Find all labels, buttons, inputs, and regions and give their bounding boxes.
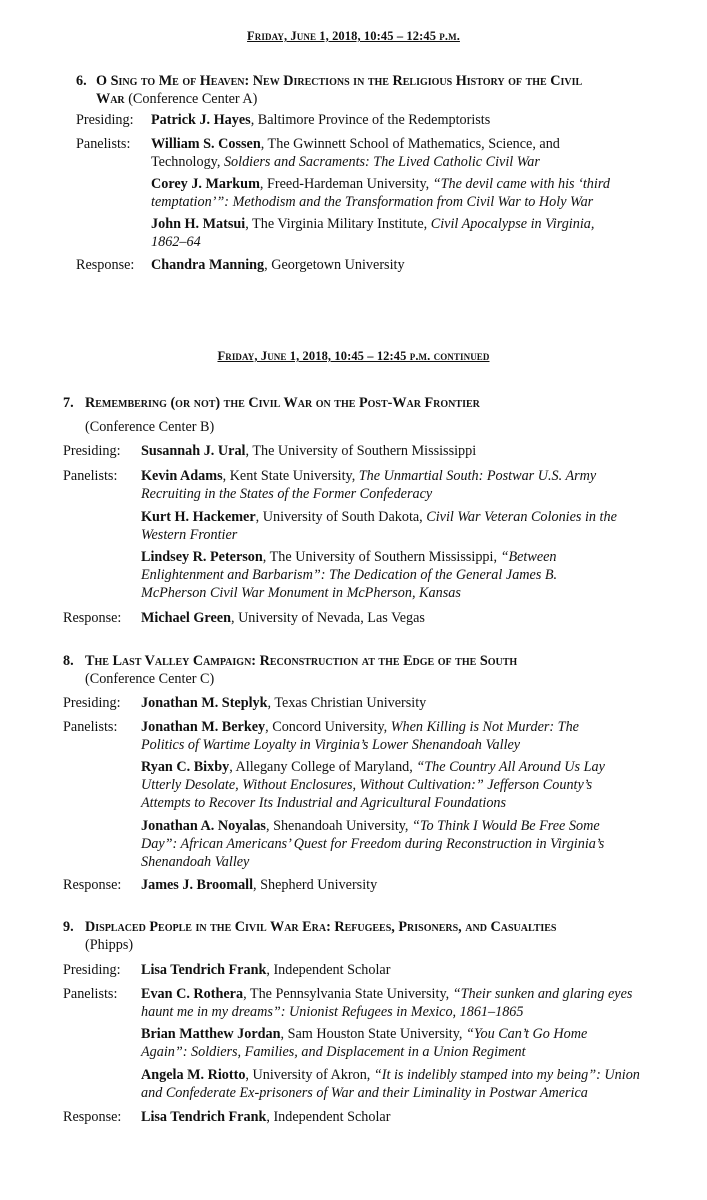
- response-label: Response:: [63, 610, 122, 626]
- paper-title: “Their sunken and glaring eyes haunt me in my dreams”: Unionist Refugees in Mexico, 1861–1865: [141, 986, 633, 1020]
- affiliation: , The Pennsylvania State University,: [243, 986, 453, 1002]
- affiliation: , Independent Scholar: [266, 1109, 391, 1125]
- person-name: Brian Matthew Jordan: [141, 1026, 281, 1042]
- affiliation: , The Gwinnett School of Mathematics, Science, and Technology,: [151, 136, 560, 170]
- person-name: Patrick J. Hayes: [151, 112, 251, 128]
- panelist-entry: [141, 758, 636, 812]
- person-name: James J. Broomall: [141, 877, 254, 893]
- affiliation: , Kent State University,: [222, 468, 359, 484]
- affiliation: , Independent Scholar: [266, 962, 391, 978]
- session-title-line: O Sing to Me of Heaven: New Directions in the Religious History of the Civil: [96, 73, 583, 89]
- affiliation: , The Virginia Military Institute,: [245, 216, 431, 232]
- panelists-label: Panelists:: [76, 136, 131, 152]
- person-name: Jonathan M. Steplyk: [141, 695, 268, 711]
- panelist-entry: [141, 718, 621, 754]
- person-name: Angela M. Riotto: [141, 1067, 246, 1083]
- affiliation: , Freed-Hardeman University,: [259, 176, 433, 192]
- affiliation: , Allegany College of Maryland,: [229, 759, 417, 775]
- panelist-entry: [141, 508, 636, 544]
- session-room: (Conference Center B): [85, 419, 215, 435]
- panelist-entry: [141, 467, 636, 503]
- session-title: Remembering (or not) the Civil War on the Post-War Frontier: [85, 395, 480, 411]
- session-title: [96, 72, 656, 108]
- session-number: 6.: [76, 73, 87, 89]
- paper-title: “You Can’t Go Home Again”: Soldiers, Families, and Displacement in a Union Regiment: [141, 1026, 588, 1060]
- affiliation: , Texas Christian University: [267, 695, 427, 711]
- affiliation: , Sam Houston State University,: [280, 1026, 466, 1042]
- panelist-entry: [141, 817, 636, 871]
- paper-title: “To Think I Would Be Free Some Day”: African Americans’ Quest for Freedom during Reconstruction in Virginia’s Shenandoah Valley: [141, 818, 605, 870]
- affiliation: , University of Akron,: [245, 1067, 374, 1083]
- session-room: (Conference Center C): [85, 671, 215, 687]
- panelists-label: Panelists:: [63, 719, 118, 735]
- response-label: Response:: [63, 877, 122, 893]
- response-entry: [141, 1108, 641, 1126]
- paper-title: “Between Enlightenment and Barbarism”: The Dedication of the General James B. McPherson Civil War Monument in McPherson, Kansas: [141, 549, 558, 601]
- presiding-label: Presiding:: [76, 112, 134, 128]
- panelist-entry: [151, 135, 621, 171]
- response-entry: [151, 256, 631, 274]
- response-entry: [141, 609, 641, 627]
- affiliation: , Shepherd University: [253, 877, 378, 893]
- presiding-entry: [141, 694, 641, 712]
- affiliation: , The University of Southern Mississippi,: [262, 549, 501, 565]
- person-name: Susannah J. Ural: [141, 443, 246, 459]
- affiliation: , Concord University,: [265, 719, 391, 735]
- person-name: John H. Matsui: [151, 216, 246, 232]
- person-name: Lisa Tendrich Frank: [141, 962, 267, 978]
- panelist-entry: [141, 985, 636, 1021]
- person-name: Ryan C. Bixby: [141, 759, 230, 775]
- paper-title: Civil Apocalypse in Virginia, 1862–64: [151, 216, 595, 250]
- panelist-entry: [141, 548, 621, 602]
- response-label: Response:: [63, 1109, 122, 1125]
- person-name: Kurt H. Hackemer: [141, 509, 256, 525]
- date-heading: Friday, June 1, 2018, 10:45 – 12:45 p.m.: [247, 29, 460, 43]
- paper-title: Soldiers and Sacraments: The Lived Catholic Civil War: [223, 154, 540, 170]
- response-entry: [141, 876, 641, 894]
- session-room: (Conference Center A): [128, 91, 258, 107]
- session-title-line: War: [96, 91, 125, 107]
- presiding-entry: [141, 961, 641, 979]
- person-name: Lindsey R. Peterson: [141, 549, 263, 565]
- panelists-label: Panelists:: [63, 986, 118, 1002]
- affiliation: , Shenandoah University,: [265, 818, 413, 834]
- person-name: Michael Green: [141, 610, 231, 626]
- panelist-entry: [151, 175, 621, 211]
- presiding-entry: [151, 111, 631, 129]
- person-name: Jonathan M. Berkey: [141, 719, 266, 735]
- session-number: 7.: [63, 395, 74, 411]
- paper-title: When Killing is Not Murder: The Politics of Wartime Loyalty in Virginia’s Lower Shenandoah Valley: [141, 719, 579, 753]
- paper-title: “It is indelibly stamped into my being”: Union and Confederate Ex-prisoners of War and their Liminality in Postwar America: [141, 1067, 640, 1101]
- date-heading-continued: Friday, June 1, 2018, 10:45 – 12:45 p.m. continued: [217, 349, 490, 363]
- paper-title: “The Country All Around Us Lay Utterly Desolate, Without Enclosures, Without Cultivation:” Jefferson County’s Attempts to Recover Its Industrial and Agricultural Foundations: [141, 759, 605, 811]
- session-number: 8.: [63, 653, 74, 669]
- affiliation: , Baltimore Province of the Redemptorists: [250, 112, 491, 128]
- person-name: Lisa Tendrich Frank: [141, 1109, 267, 1125]
- panelist-entry: [151, 215, 621, 251]
- affiliation: , Georgetown University: [264, 257, 405, 273]
- panelist-entry: [141, 1025, 621, 1061]
- session-room: (Phipps): [85, 937, 134, 953]
- person-name: Evan C. Rothera: [141, 986, 244, 1002]
- paper-title: The Unmartial South: Postwar U.S. Army Recruiting in the States of the Former Confederacy: [141, 468, 597, 502]
- affiliation: , University of Nevada, Las Vegas: [230, 610, 425, 626]
- paper-title: Civil War Veteran Colonies in the Western Frontier: [141, 509, 617, 543]
- presiding-entry: [141, 442, 641, 460]
- session-title: Displaced People in the Civil War Era: Refugees, Prisoners, and Casualties: [85, 919, 557, 935]
- presiding-label: Presiding:: [63, 443, 121, 459]
- affiliation: , The University of Southern Mississippi: [245, 443, 477, 459]
- person-name: Kevin Adams: [141, 468, 223, 484]
- panelist-entry: [141, 1066, 661, 1102]
- person-name: Chandra Manning: [151, 257, 265, 273]
- response-label: Response:: [76, 257, 135, 273]
- paper-title: “The devil came with his ‘third temptation’”: Methodism and the Transformation from Civil War to Holy War: [151, 176, 610, 210]
- affiliation: , University of South Dakota,: [255, 509, 427, 525]
- panelists-label: Panelists:: [63, 468, 118, 484]
- presiding-label: Presiding:: [63, 695, 121, 711]
- person-name: William S. Cossen: [151, 136, 261, 152]
- presiding-label: Presiding:: [63, 962, 121, 978]
- person-name: Corey J. Markum: [151, 176, 260, 192]
- session-title: The Last Valley Campaign: Reconstruction at the Edge of the South: [85, 653, 518, 669]
- session-number: 9.: [63, 919, 74, 935]
- person-name: Jonathan A. Noyalas: [141, 818, 266, 834]
